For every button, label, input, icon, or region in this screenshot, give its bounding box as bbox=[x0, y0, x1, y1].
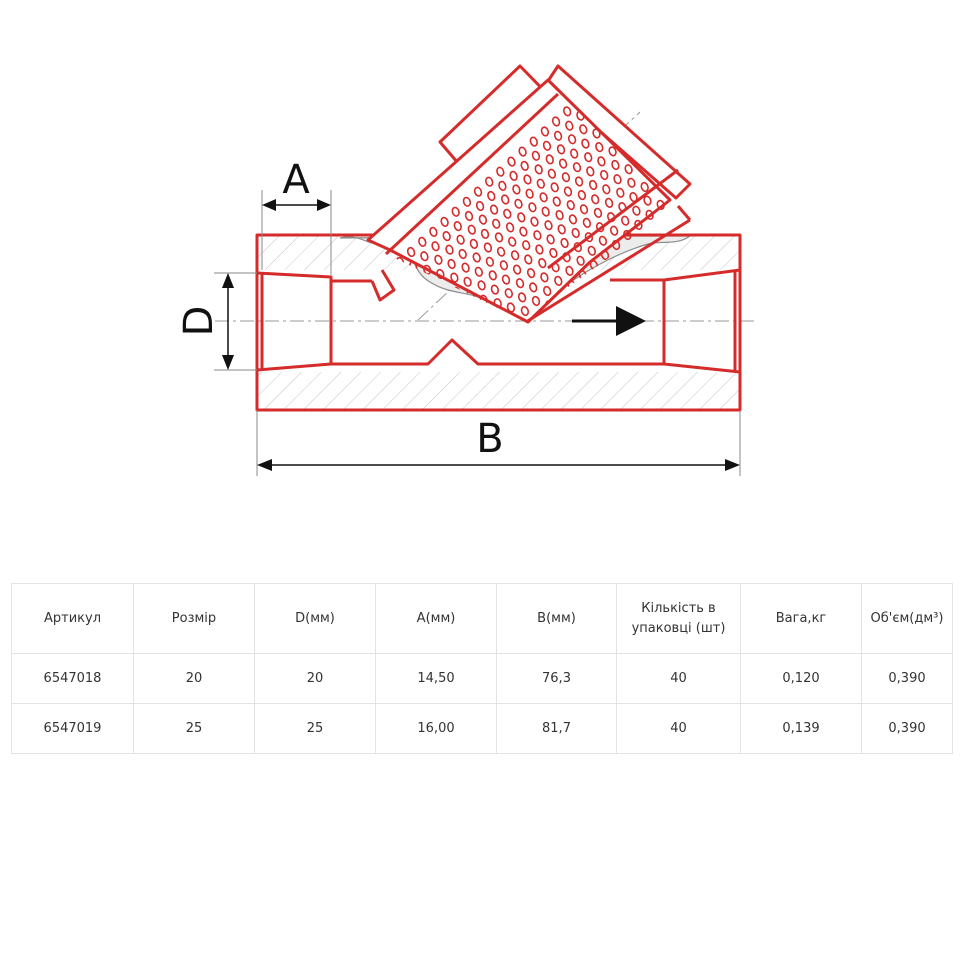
filter-hole bbox=[444, 310, 453, 320]
cell-pack-quantity: 40 bbox=[617, 704, 741, 754]
filter-hole bbox=[412, 275, 421, 285]
cell-b: 76,3 bbox=[497, 654, 617, 704]
flow-arrow bbox=[572, 306, 646, 336]
cell-d: 25 bbox=[255, 704, 376, 754]
filter-hole bbox=[482, 308, 491, 318]
filter-hole bbox=[498, 326, 507, 336]
table-row bbox=[12, 654, 953, 704]
header-pack-quantity: Кількість в упаковці (шт) bbox=[617, 584, 741, 654]
cell-d: 20 bbox=[255, 654, 376, 704]
cell-article: 6547019 bbox=[12, 704, 134, 754]
filter-hole bbox=[441, 297, 450, 307]
header-article: Артикул bbox=[12, 584, 134, 654]
filter-hole bbox=[428, 292, 437, 302]
filter-hole bbox=[489, 350, 498, 360]
table-header-row bbox=[12, 584, 953, 654]
cell-a: 16,00 bbox=[376, 704, 497, 754]
header-b: B(мм) bbox=[497, 584, 617, 654]
filter-hole bbox=[457, 314, 466, 324]
filter-hole bbox=[567, 280, 576, 290]
table-row bbox=[12, 704, 953, 754]
header-size: Розмір bbox=[134, 584, 255, 654]
cell-a: 14,50 bbox=[376, 654, 497, 704]
filter-hole bbox=[473, 332, 482, 342]
filter-hole bbox=[476, 346, 485, 356]
cell-volume: 0,390 bbox=[862, 654, 953, 704]
dimension-b-label: B bbox=[476, 416, 504, 462]
filter-hole bbox=[500, 340, 509, 350]
filter-screen bbox=[368, 80, 690, 361]
cell-weight: 0,139 bbox=[741, 704, 862, 754]
header-weight: Вага,кг bbox=[741, 584, 862, 654]
header-a: A(мм) bbox=[376, 584, 497, 654]
filter-hole bbox=[487, 336, 496, 346]
filter-hole bbox=[455, 300, 464, 310]
header-d: D(мм) bbox=[255, 584, 376, 654]
cell-pack-quantity: 40 bbox=[617, 654, 741, 704]
filter-hole bbox=[460, 328, 469, 338]
filter-hole bbox=[511, 330, 520, 340]
specs-table bbox=[11, 583, 953, 754]
dimension-d-label: D bbox=[176, 305, 222, 337]
cell-size: 20 bbox=[134, 654, 255, 704]
cell-article: 6547018 bbox=[12, 654, 134, 704]
cell-b: 81,7 bbox=[497, 704, 617, 754]
cell-volume: 0,390 bbox=[862, 704, 953, 754]
cell-size: 25 bbox=[134, 704, 255, 754]
dimension-a-label: A bbox=[282, 157, 310, 203]
filter-hole bbox=[484, 322, 493, 332]
header-volume: Об'єм(дм³) bbox=[862, 584, 953, 654]
cell-weight: 0,120 bbox=[741, 654, 862, 704]
filter-hole bbox=[471, 318, 480, 328]
filter-hole bbox=[468, 304, 477, 314]
